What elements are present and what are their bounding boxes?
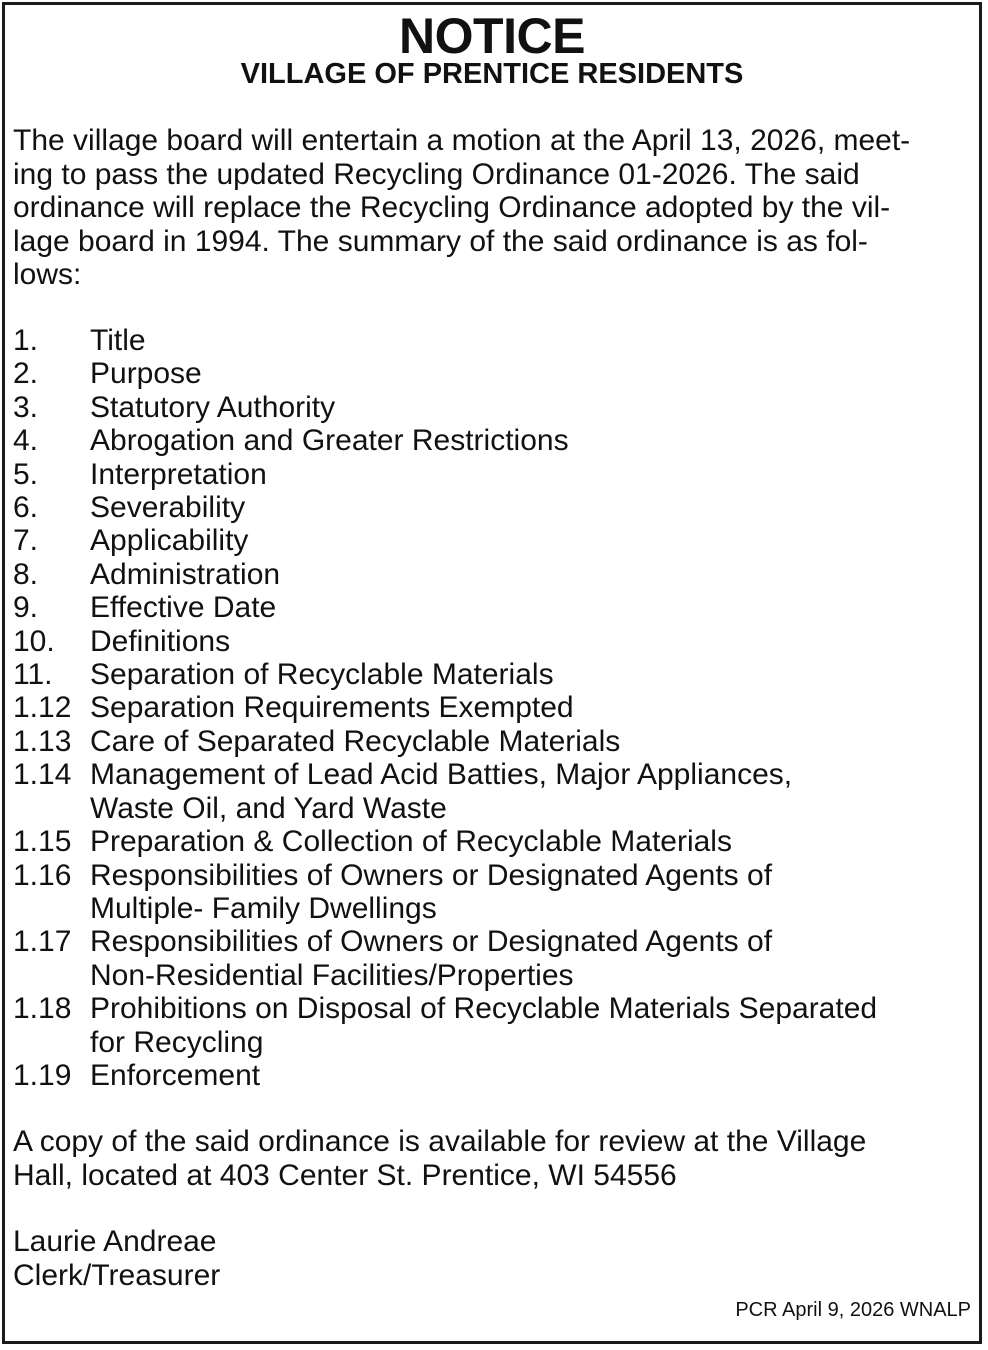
intro-line: lage board in 1994. The summary of the said ordinance is as fol- [13,224,868,258]
outline-item [13,758,975,825]
intro-paragraph [13,124,975,292]
outline-number: 11. [13,658,53,692]
outline-number: 9. [13,591,39,625]
outline-text: Management of Lead Acid Batties, Major Appliances, [90,758,793,792]
outline-number: 1.12 [13,691,72,725]
outline-number: 4. [13,424,39,458]
outline-text: Responsibilities of Owners or Designated Agents of [90,858,773,892]
legal-notice [2,2,982,1344]
outline-item [13,992,975,1059]
outline-text-continued: for Recycling [90,1025,264,1059]
outline-number: 3. [13,390,39,424]
outline-item [13,524,975,557]
outline-number: 1.17 [13,925,72,959]
outline-text: Definitions [90,624,231,658]
outline-item [13,1059,975,1092]
outline-item [13,859,975,926]
outline-number: 1.13 [13,724,72,758]
publication-footer: PCR April 9, 2026 WNALP [735,1299,971,1321]
outline-number: 6. [13,491,39,525]
outline-text: Effective Date [90,591,277,625]
outline-number: 2. [13,357,39,391]
intro-line: lows: [13,258,82,292]
outline-text: Prohibitions on Disposal of Recyclable Materials Separated [90,992,878,1026]
signature-block [13,1225,220,1292]
outline-number: 1.15 [13,825,72,859]
outline-number: 7. [13,524,39,558]
outline-number: 1.19 [13,1058,72,1092]
ordinance-outline [13,324,975,1092]
outline-text: Applicability [90,524,249,558]
outline-text-continued: Multiple- Family Dwellings [90,891,437,925]
intro-line: The village board will entertain a motion at the April 13, 2026, meet- [13,124,911,157]
outline-text: Purpose [90,357,202,391]
notice-subtitle: VILLAGE OF PRENTICE RESIDENTS [240,58,744,90]
outline-text: Preparation & Collection of Recyclable Materials [90,825,732,859]
outline-item [13,558,975,591]
outline-text: Care of Separated Recyclable Materials [90,724,621,758]
intro-line: ordinance will replace the Recycling Ordinance adopted by the vil- [13,191,891,225]
outline-text: Administration [90,557,281,591]
outline-text: Severability [90,491,246,525]
intro-line: ing to pass the updated Recycling Ordinance 01-2026. The said [13,157,860,191]
outline-item [13,324,975,357]
outline-item [13,825,975,858]
outline-number: 1.16 [13,858,72,892]
signer-name: Laurie Andreae [13,1225,217,1258]
availability-line: A copy of the said ordinance is available for review at the Village [13,1125,867,1158]
outline-number: 10. [13,624,55,658]
outline-item [13,625,975,658]
outline-number: 1. [13,324,39,357]
outline-text: Enforcement [90,1058,261,1092]
outline-item [13,424,975,457]
outline-number: 1.18 [13,992,72,1026]
outline-item [13,391,975,424]
outline-text: Separation of Recyclable Materials [90,658,554,692]
outline-number: 8. [13,557,39,591]
availability-paragraph [13,1125,975,1192]
outline-text-continued: Waste Oil, and Yard Waste [90,791,447,825]
outline-text: Title [90,324,146,357]
outline-item [13,725,975,758]
notice-title: NOTICE [399,8,585,64]
outline-text: Abrogation and Greater Restrictions [90,424,569,458]
outline-number: 1.14 [13,758,72,792]
outline-item [13,591,975,624]
outline-text: Responsibilities of Owners or Designated Agents of [90,925,773,959]
availability-line: Hall, located at 403 Center St. Prentice, WI 54556 [13,1158,677,1192]
signer-role: Clerk/Treasurer [13,1258,221,1292]
outline-text: Statutory Authority [90,390,336,424]
outline-item [13,491,975,524]
outline-item [13,691,975,724]
outline-text-continued: Non-Residential Facilities/Properties [90,958,574,992]
outline-text: Separation Requirements Exempted [90,691,574,725]
outline-item [13,925,975,992]
outline-item [13,658,975,691]
outline-item [13,458,975,491]
outline-item [13,357,975,390]
outline-number: 5. [13,457,39,491]
outline-text: Interpretation [90,457,267,491]
